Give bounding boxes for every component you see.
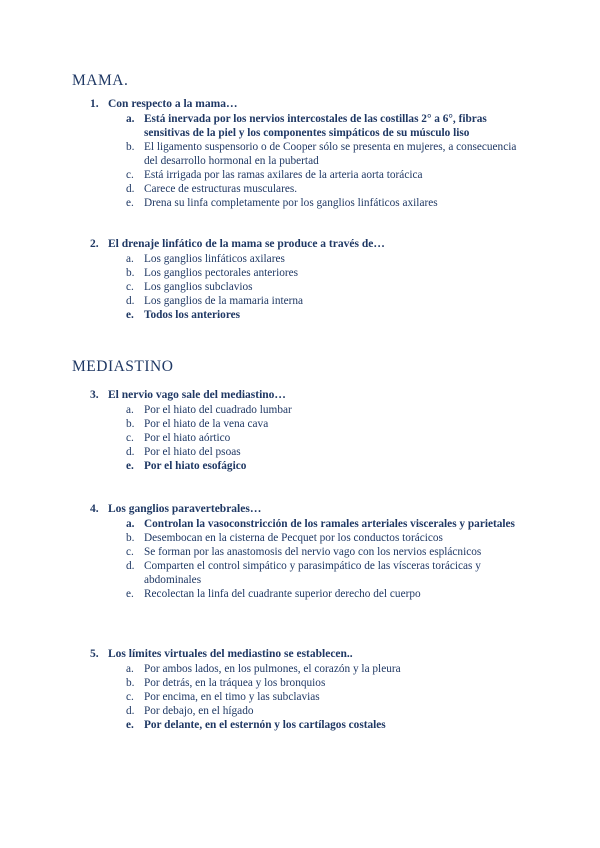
option-letter: a. bbox=[126, 404, 134, 416]
option-d bbox=[90, 182, 530, 196]
option-text: Los ganglios de la mamaria interna bbox=[144, 295, 304, 307]
option-letter: d. bbox=[126, 705, 135, 717]
option-a bbox=[90, 517, 530, 531]
option-a bbox=[90, 252, 530, 266]
option-c bbox=[90, 690, 530, 704]
option-letter: b. bbox=[126, 532, 135, 544]
question-number: 2. bbox=[90, 238, 99, 250]
question-header bbox=[90, 237, 530, 251]
option-b bbox=[90, 676, 530, 690]
question-text: El nervio vago sale del mediastino… bbox=[108, 389, 286, 401]
option-b bbox=[90, 140, 530, 168]
option-letter: d. bbox=[126, 295, 135, 307]
question-5 bbox=[90, 647, 530, 732]
option-letter: a. bbox=[126, 518, 135, 530]
option-c bbox=[90, 545, 530, 559]
option-text: Por ambos lados, en los pulmones, el corazón y la pleura bbox=[144, 663, 401, 675]
question-header bbox=[90, 388, 530, 402]
option-text: Desembocan en la cisterna de Pecquet por los conductos torácicos bbox=[144, 532, 443, 544]
question-number: 4. bbox=[90, 503, 99, 515]
option-d bbox=[90, 294, 530, 308]
option-letter: e. bbox=[126, 719, 134, 731]
option-text: Por detrás, en la tráquea y los bronquios bbox=[144, 677, 326, 689]
option-b bbox=[90, 417, 530, 431]
option-letter: e. bbox=[126, 309, 134, 321]
option-letter: b. bbox=[126, 677, 135, 689]
option-letter: d. bbox=[126, 446, 135, 458]
question-number: 3. bbox=[90, 389, 99, 401]
option-e bbox=[90, 587, 530, 601]
option-letter: a. bbox=[126, 663, 134, 675]
question-1 bbox=[90, 97, 530, 210]
option-e bbox=[90, 459, 530, 473]
option-letter: c. bbox=[126, 691, 134, 703]
section-title-mediastino: MEDIASTINO bbox=[72, 358, 174, 375]
option-a bbox=[90, 662, 530, 676]
option-text: Comparten el control simpático y parasimpático de las vísceras torácicas y abdominales bbox=[144, 560, 481, 586]
question-text: Con respecto a la mama… bbox=[108, 98, 238, 110]
question-header bbox=[90, 502, 530, 516]
option-text: Está inervada por los nervios intercostales de las costillas 2° a 6°, fibras sensitivas de la piel y los componentes simpáticos de su músculo liso bbox=[144, 113, 487, 139]
option-text: Por el hiato aórtico bbox=[144, 432, 231, 444]
options-list bbox=[90, 112, 530, 210]
option-a bbox=[90, 403, 530, 417]
option-text: Todos los anteriores bbox=[144, 309, 241, 321]
section-title-mama: MAMA. bbox=[72, 72, 129, 89]
option-b bbox=[90, 266, 530, 280]
option-text: Por el hiato de la vena cava bbox=[144, 418, 269, 430]
option-letter: d. bbox=[126, 560, 135, 572]
option-text: Carece de estructuras musculares. bbox=[144, 183, 298, 195]
option-letter: b. bbox=[126, 141, 135, 153]
option-text: Por el hiato del cuadrado lumbar bbox=[144, 404, 292, 416]
option-letter: b. bbox=[126, 418, 135, 430]
option-letter: d. bbox=[126, 183, 135, 195]
question-text: El drenaje linfático de la mama se produce a través de… bbox=[108, 238, 385, 250]
option-text: Por debajo, en el hígado bbox=[144, 705, 254, 717]
option-c bbox=[90, 280, 530, 294]
option-letter: c. bbox=[126, 432, 134, 444]
option-letter: a. bbox=[126, 113, 135, 125]
option-text: Por delante, en el esternón y los cartílagos costales bbox=[144, 719, 386, 731]
option-d bbox=[90, 559, 530, 587]
question-number: 1. bbox=[90, 98, 99, 110]
option-text: Los ganglios subclavios bbox=[144, 281, 253, 293]
question-text: Los límites virtuales del mediastino se establecen.. bbox=[108, 648, 353, 660]
option-text: El ligamento suspensorio o de Cooper sólo se presenta en mujeres, a consecuencia del desarrollo hormonal en la pubertad bbox=[144, 141, 517, 167]
option-a bbox=[90, 112, 530, 140]
option-letter: c. bbox=[126, 169, 134, 181]
option-letter: e. bbox=[126, 197, 134, 209]
options-list bbox=[90, 252, 530, 322]
option-c bbox=[90, 431, 530, 445]
option-letter: e. bbox=[126, 460, 134, 472]
option-d bbox=[90, 704, 530, 718]
question-text: Los ganglios paravertebrales… bbox=[108, 503, 262, 515]
option-text: Los ganglios pectorales anteriores bbox=[144, 267, 299, 279]
option-text: Por encima, en el timo y las subclavias bbox=[144, 691, 320, 703]
question-header bbox=[90, 647, 530, 661]
option-text: Por el hiato esofágico bbox=[144, 460, 247, 472]
option-text: Recolectan la linfa del cuadrante superior derecho del cuerpo bbox=[144, 588, 421, 600]
option-d bbox=[90, 445, 530, 459]
option-text: Está irrigada por las ramas axilares de la arteria aorta torácica bbox=[144, 169, 423, 181]
option-e bbox=[90, 308, 530, 322]
question-number: 5. bbox=[90, 648, 99, 660]
option-e bbox=[90, 196, 530, 210]
option-text: Los ganglios linfáticos axilares bbox=[144, 253, 285, 265]
option-b bbox=[90, 531, 530, 545]
option-letter: b. bbox=[126, 267, 135, 279]
option-e bbox=[90, 718, 530, 732]
question-2 bbox=[90, 237, 530, 322]
question-3 bbox=[90, 388, 530, 473]
option-c bbox=[90, 168, 530, 182]
question-header bbox=[90, 97, 530, 111]
option-text: Se forman por las anastomosis del nervio vago con los nervios esplácnicos bbox=[144, 546, 482, 558]
question-4 bbox=[90, 502, 530, 601]
option-text: Drena su linfa completamente por los ganglios linfáticos axilares bbox=[144, 197, 438, 209]
option-text: Por el hiato del psoas bbox=[144, 446, 241, 458]
options-list bbox=[90, 517, 530, 601]
option-text: Controlan la vasoconstricción de los ramales arteriales viscerales y parietales bbox=[144, 518, 515, 530]
options-list bbox=[90, 403, 530, 473]
option-letter: a. bbox=[126, 253, 134, 265]
options-list bbox=[90, 662, 530, 732]
option-letter: e. bbox=[126, 588, 134, 600]
option-letter: c. bbox=[126, 281, 134, 293]
option-letter: c. bbox=[126, 546, 134, 558]
